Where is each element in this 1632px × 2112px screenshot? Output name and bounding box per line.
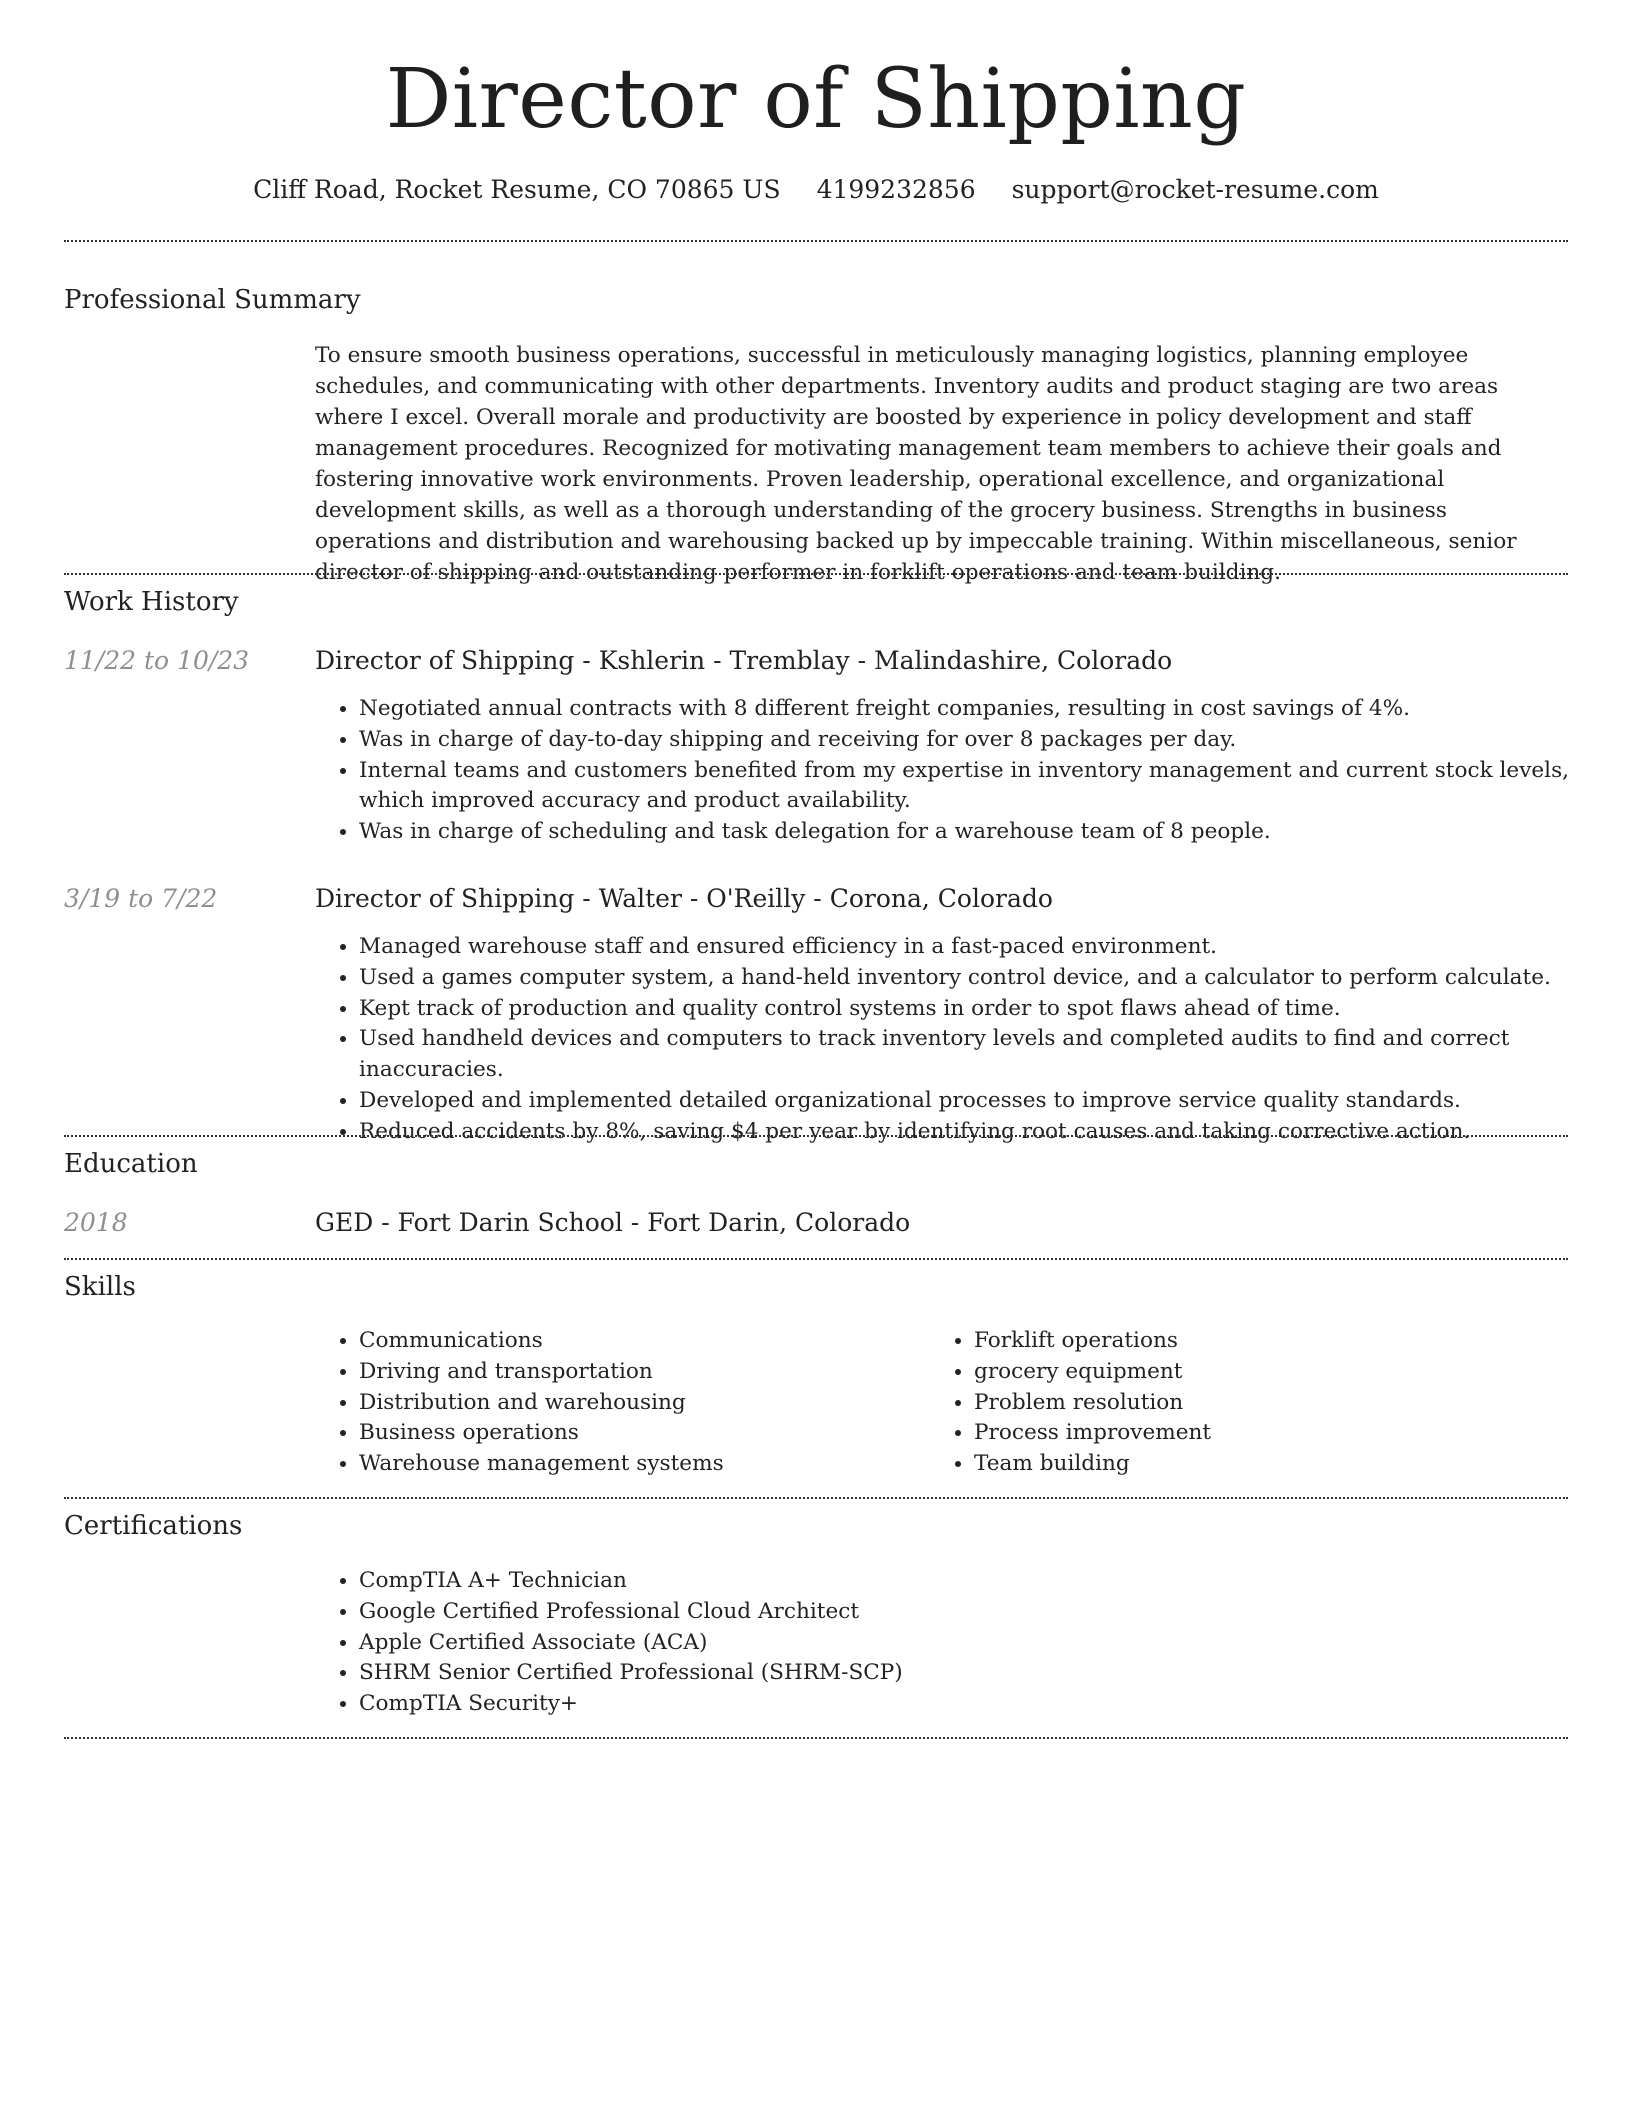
education-heading: Education [64, 1149, 198, 1179]
list-item: • CompTIA Security+ [359, 1689, 1259, 1720]
list-item: • Developed and implemented detailed organizational processes to improve service quality standards. [359, 1086, 1611, 1117]
skills-list-left [315, 1326, 959, 1480]
resume-header [0, 0, 1632, 206]
list-item: • CompTIA A+ Technician [359, 1566, 1259, 1597]
list-item: • Communications [359, 1326, 959, 1357]
education-dates: 2018 [64, 1208, 128, 1237]
candidate-name: Director of Shipping [385, 52, 1247, 147]
section-divider [64, 240, 1568, 242]
contact-phone: 4199232856 [816, 175, 976, 204]
list-item: • Driving and transportation [359, 1357, 959, 1388]
skills-list-right [930, 1326, 1574, 1480]
section-divider [64, 1135, 1568, 1137]
list-item: • Was in charge of scheduling and task delegation for a warehouse team of 8 people. [359, 817, 1611, 848]
job-dates: 3/19 to 7/22 [64, 884, 218, 913]
list-item: • Used handheld devices and computers to track inventory levels and completed audits to find and correct inaccuracies. [359, 1024, 1611, 1086]
list-item: • Was in charge of day-to-day shipping and receiving for over 8 packages per day. [359, 725, 1611, 756]
skills-heading: Skills [64, 1272, 136, 1302]
job-bullets [315, 932, 1611, 1148]
section-divider [64, 573, 1568, 575]
list-item: • Kept track of production and quality control systems in order to spot flaws ahead of time. [359, 994, 1611, 1025]
summary-heading: Professional Summary [64, 285, 361, 315]
section-divider [64, 1737, 1568, 1739]
education-heading-line: GED - Fort Darin School - Fort Darin, Colorado [315, 1208, 911, 1237]
list-item: • SHRM Senior Certified Professional (SHRM-SCP) [359, 1658, 1259, 1689]
section-divider [64, 1258, 1568, 1260]
list-item: • Process improvement [974, 1418, 1574, 1449]
list-item: • Problem resolution [974, 1388, 1574, 1419]
list-item: • Reduced accidents by 8%, saving $4 per year by identifying root causes and taking corrective action. [359, 1117, 1611, 1148]
list-item: • Internal teams and customers benefited from my expertise in inventory management and current stock levels, which improved accuracy and product availability. [359, 756, 1611, 818]
job-heading: Director of Shipping - Kshlerin - Tremblay - Malindashire, Colorado [315, 646, 1173, 675]
list-item: • Warehouse management systems [359, 1449, 959, 1480]
list-item: • Apple Certified Associate (ACA) [359, 1628, 1259, 1659]
list-item: • Distribution and warehousing [359, 1388, 959, 1419]
list-item: • Forklift operations [974, 1326, 1574, 1357]
list-item: • Used a games computer system, a hand-held inventory control device, and a calculator to perform calculate. [359, 963, 1611, 994]
job-bullets [315, 694, 1611, 848]
contact-address: Cliff Road, Rocket Resume, CO 70865 US [253, 175, 781, 204]
job-dates: 11/22 to 10/23 [64, 646, 250, 675]
section-divider [64, 1497, 1568, 1499]
list-item: • Business operations [359, 1418, 959, 1449]
certifications-heading: Certifications [64, 1511, 243, 1541]
list-item: • grocery equipment [974, 1357, 1574, 1388]
list-item: • Google Certified Professional Cloud Architect [359, 1597, 1259, 1628]
contact-email: support@rocket-resume.com [1011, 175, 1379, 204]
certifications-list [315, 1566, 1259, 1720]
list-item: • Team building [974, 1449, 1574, 1480]
summary-text: To ensure smooth business operations, successful in meticulously managing logistics, planning employee schedules, and communicating with other departments. Inventory audits and product staging are two areas where I excel. Overall morale and productivity are boosted by experience in policy development and staff management procedures. Recognized for motivating management team members to achieve their goals and fostering innovative work environments. Proven leadership, operational excellence, and organizational development skills, as well as a thorough understanding of the grocery business. Strengths in business operations and distribution and warehousing backed up by impeccable training. Within miscellaneous, senior director of shipping and outstanding performer in forklift operations and team building. [315, 343, 1517, 585]
job-heading: Director of Shipping - Walter - O'Reilly - Corona, Colorado [315, 884, 1053, 913]
work-history-heading: Work History [64, 587, 239, 617]
contact-line [0, 174, 1632, 206]
list-item: • Negotiated annual contracts with 8 different freight companies, resulting in cost savings of 4%. [359, 694, 1611, 725]
list-item: • Managed warehouse staff and ensured efficiency in a fast-paced environment. [359, 932, 1611, 963]
